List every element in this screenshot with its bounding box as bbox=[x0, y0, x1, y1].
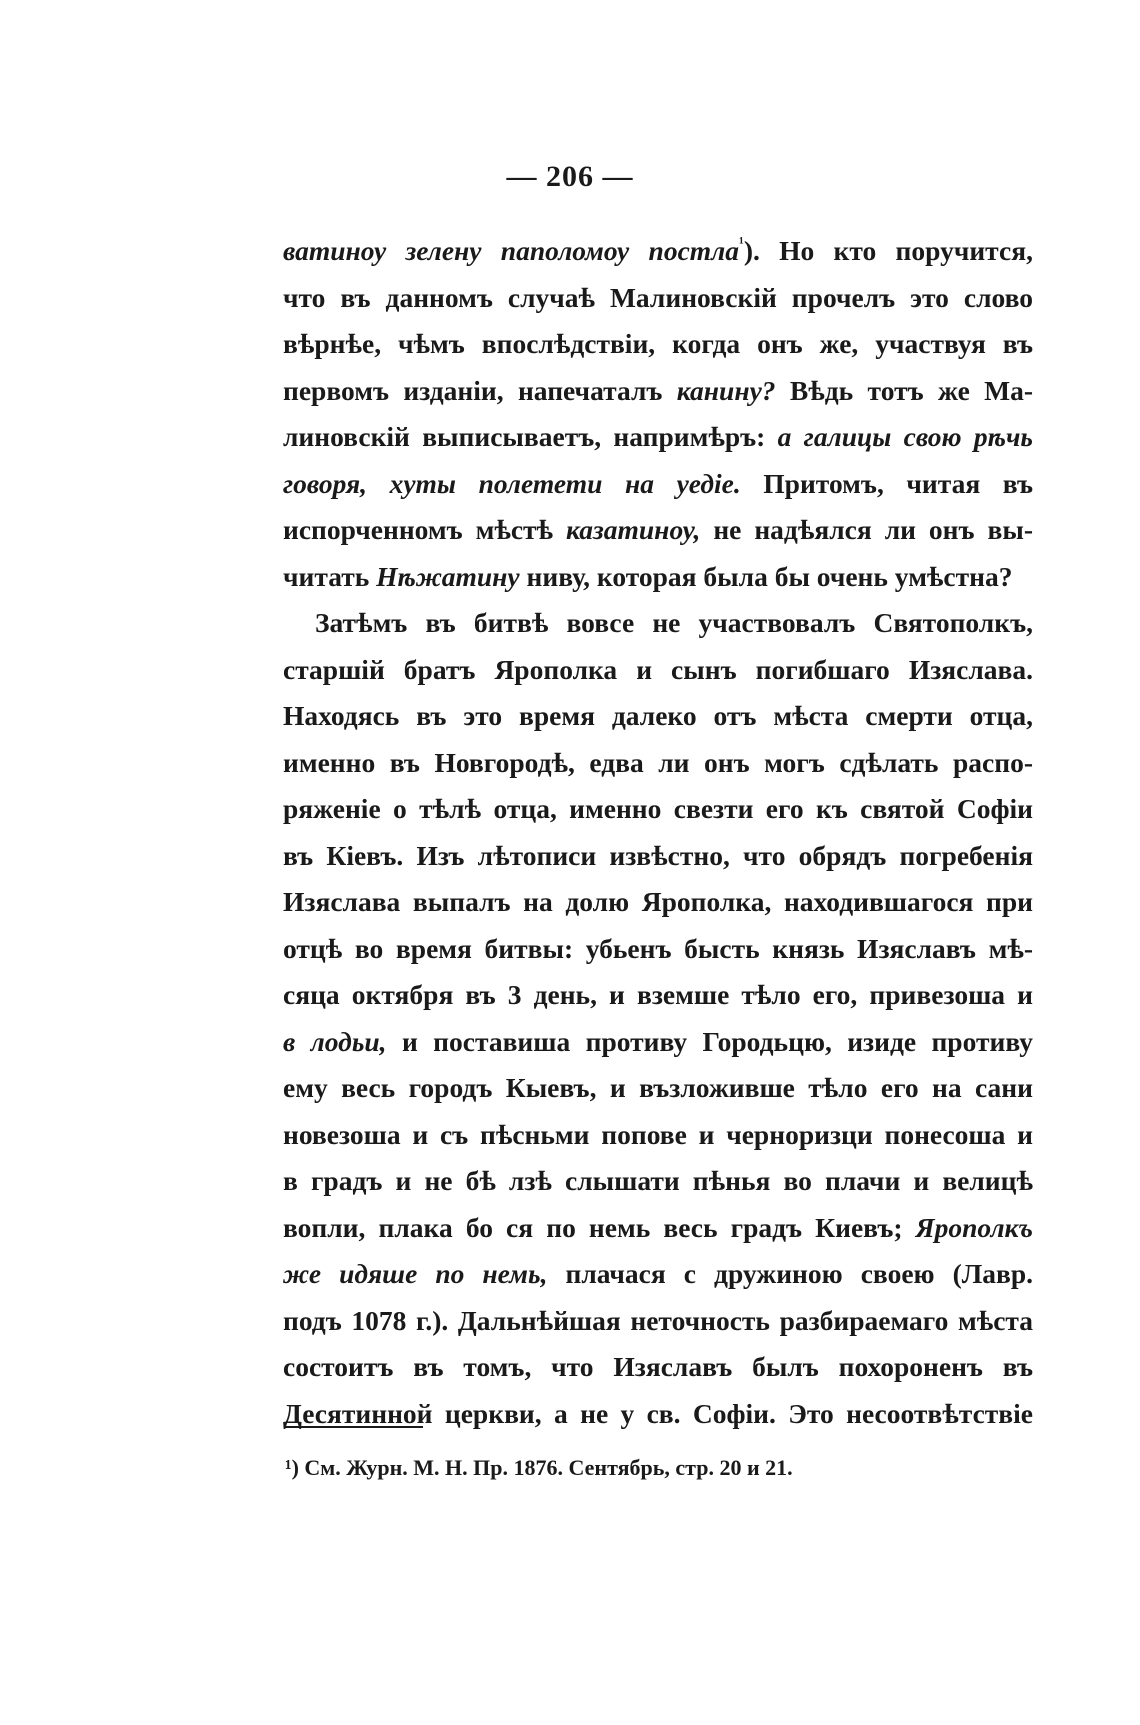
italic-quote: канину? bbox=[676, 374, 776, 406]
page-number: — 206 — bbox=[506, 160, 634, 193]
text-line bbox=[283, 1251, 1033, 1298]
text-segment: ряженіе о тѣлѣ отца, именно свезти его къ святой Софіи bbox=[283, 793, 1033, 824]
text-line bbox=[283, 1112, 1033, 1159]
text-line bbox=[283, 1019, 1033, 1066]
italic-quote: в лодьи, bbox=[283, 1025, 387, 1057]
text-line bbox=[283, 1158, 1033, 1205]
text-line bbox=[283, 1065, 1033, 1112]
text-line bbox=[283, 647, 1033, 694]
text-line bbox=[283, 461, 1033, 508]
italic-quote: Нѣжатину bbox=[376, 560, 520, 592]
text-line bbox=[283, 368, 1033, 415]
text-line bbox=[283, 1205, 1033, 1252]
text-segment: Десятинной церкви, а не у св. Софіи. Это несоотвѣтствіе bbox=[283, 1397, 1033, 1429]
text-segment: ниву, которая была бы очень умѣстна? bbox=[519, 560, 1013, 592]
text-line bbox=[283, 321, 1033, 368]
text-line bbox=[283, 600, 1033, 647]
text-line bbox=[283, 833, 1033, 880]
text-segment: вѣрнѣе, чѣмъ впослѣдствіи, когда онъ же, участвуя въ bbox=[283, 328, 1033, 359]
text-segment: в градъ и не бѣ лзѣ слышати пѣнья во плачи и велицѣ bbox=[283, 1165, 1033, 1196]
text-segment: плачася с дружиною своею (Лавр. bbox=[547, 1258, 1033, 1289]
text-segment: старшій братъ Ярополка и сынъ погибшаго Изяслава. bbox=[283, 653, 1033, 685]
text-line bbox=[283, 228, 1033, 275]
text-line bbox=[283, 972, 1033, 1019]
text-segment: состоитъ въ томъ, что Изяславъ былъ похороненъ въ bbox=[283, 1351, 1033, 1382]
text-segment: Притомъ, читая въ bbox=[740, 467, 1033, 499]
text-segment: Затѣмъ въ битвѣ вовсе не участвовалъ Святополкъ, bbox=[315, 607, 1033, 638]
footnote: ¹) См. Журн. М. Н. Пр. 1876. Сентябрь, стр. 20 и 21. bbox=[285, 1455, 793, 1480]
text-segment: подъ 1078 г.). Дальнѣйшая неточность разбираемаго мѣста bbox=[283, 1304, 1033, 1336]
text-segment: отцѣ во время битвы: убьенъ бысть князь Изяславъ мѣ- bbox=[283, 932, 1033, 964]
main-text bbox=[283, 228, 1033, 1437]
text-segment: испорченномъ мѣстѣ bbox=[283, 514, 567, 545]
text-segment: въ Кіевъ. Изъ лѣтописи извѣстно, что обрядъ погребенія bbox=[283, 839, 1033, 871]
text-segment: не надѣялся ли онъ вы- bbox=[700, 514, 1033, 545]
italic-quote: казатиноу, bbox=[566, 514, 701, 545]
italic-quote: же идяше по немь, bbox=[283, 1258, 548, 1289]
text-line bbox=[283, 1298, 1033, 1345]
text-line bbox=[283, 275, 1033, 322]
text-segment: ). Но кто поручится, bbox=[743, 235, 1033, 266]
text-segment: новезоша и съ пѣсньми попове и черноризци понесоша и bbox=[283, 1118, 1033, 1150]
text-line bbox=[283, 554, 1033, 601]
text-segment: Находясь въ это время далеко отъ мѣста смерти отца, bbox=[283, 700, 1033, 731]
text-line bbox=[283, 507, 1033, 554]
italic-quote: ватиноу зелену паполомоу постла bbox=[283, 235, 740, 266]
italic-quote: говоря, хуты полетети на уедіе. bbox=[283, 467, 741, 499]
text-line bbox=[283, 1391, 1033, 1438]
text-line bbox=[283, 926, 1033, 973]
italic-quote: Ярополкъ bbox=[915, 1211, 1033, 1243]
text-line bbox=[283, 879, 1033, 926]
text-segment: что въ данномъ случаѣ Малиновскій прочелъ это слово bbox=[283, 281, 1033, 313]
text-segment: ему весь городъ Кыевъ, и възложивше тѣло его на сани bbox=[283, 1072, 1033, 1103]
text-segment: первомъ изданіи, напечаталъ bbox=[283, 374, 677, 406]
text-line bbox=[283, 740, 1033, 787]
text-segment: сяца октября въ 3 день, и вземше тѣло его, привезоша и bbox=[283, 979, 1033, 1010]
text-segment: читать bbox=[283, 560, 377, 592]
footnote-divider bbox=[285, 1426, 423, 1428]
footnote-marker: ¹ bbox=[739, 235, 744, 252]
text-line bbox=[283, 1344, 1033, 1391]
text-line bbox=[283, 786, 1033, 833]
italic-quote: а галицы свою рѣчь bbox=[777, 421, 1033, 452]
text-line bbox=[283, 693, 1033, 740]
text-segment: линовскій выписываетъ, напримѣръ: bbox=[283, 421, 778, 452]
text-segment: именно въ Новгородѣ, едва ли онъ могъ сдѣлать распо- bbox=[283, 746, 1033, 778]
text-segment: вопли, плака бо ся по немь весь градъ Киевъ; bbox=[283, 1211, 916, 1243]
text-segment: Вѣдь тотъ же Ма- bbox=[775, 374, 1033, 406]
text-segment: и поставиша противу Городьцю, изиде противу bbox=[386, 1025, 1034, 1057]
text-segment: Изяслава выпалъ на долю Ярополка, находившагося при bbox=[283, 886, 1033, 917]
text-line bbox=[283, 414, 1033, 461]
